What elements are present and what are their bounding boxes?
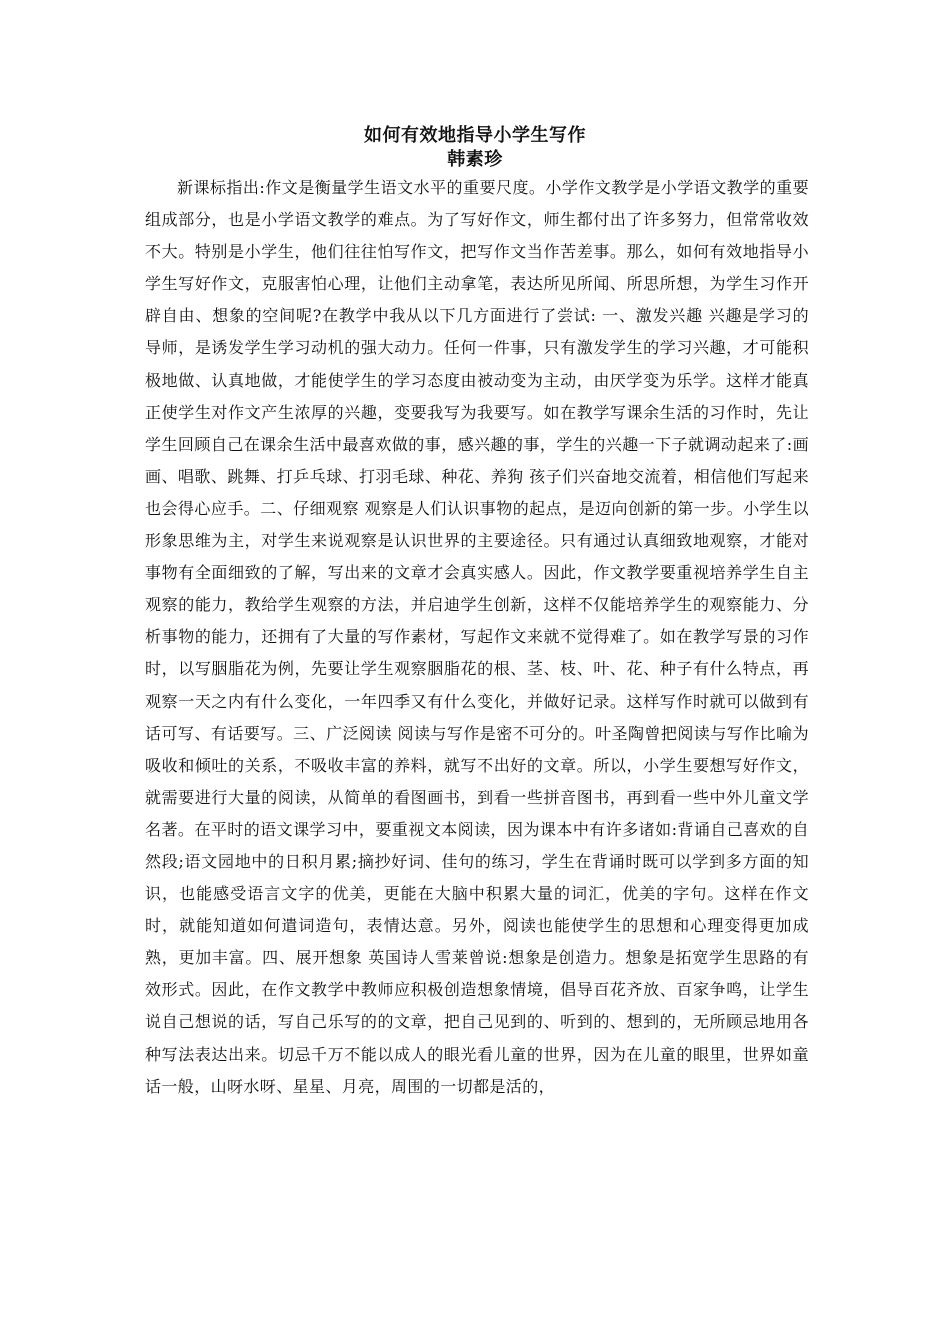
document-title: 如何有效地指导小学生写作 [364, 125, 586, 146]
document-author: 韩素珍 [447, 149, 503, 170]
body-paragraph: 新课标指出:作文是衡量学生语文水平的重要尺度。小学作文教学是小学语文教学的重要组成部分，也是小学语文教学的难点。为了写好作文，师生都付出了许多努力，但常常收效不大。特别是小学生，他们往往怕写作文，把写作文当作苦差事。那么，如何有效地指导小学生写好作文，克服害怕心理，让他们主动拿笔，表达所见所闻、所思所想，为学生习作开辟自由、想象的空间呢?在教学中我从以下几方面进行了尝试: 一、激发兴趣 兴趣是学习的导师，是诱发学生学习动机的强大动力。任何一件事，只有激发学生的学习兴趣，才可能积极地做、认真地做，才能使学生的学习态度由被动变为主动，由厌学变为乐学。这样才能真正使学生对作文产生浓厚的兴趣，变要我写为我要写。如在教学写课余生活的习作时，先让学生回顾自己在课余生活中最喜欢做的事，感兴趣的事，学生的兴趣一下子就调动起来了:画画、唱歌、跳舞、打乒乓球、打羽毛球、种花、养狗 孩子们兴奋地交流着，相信他们写起来也会得心应手。二、仔细观察 观察是人们认识事物的起点，是迈向创新的第一步。小学生以形象思维为主，对学生来说观察是认识世界的主要途径。只有通过认真细致地观察，才能对事物有全面细致的了解，写出来的文章才会真实感人。因此，作文教学要重视培养学生自主观察的能力，教给学生观察的方法，并启迪学生创新，这样不仅能培养学生的观察能力、分析事物的能力，还拥有了大量的写作素材，写起作文来就不觉得难了。如在教学写景的习作时，以写胭脂花为例，先要让学生观察胭脂花的根、茎、枝、叶、花、种子有什么特点，再观察一天之内有什么变化，一年四季又有什么变化，并做好记录。这样写作时就可以做到有话可写、有话要写。三、广泛阅读 阅读与写作是密不可分的。叶圣陶曾把阅读与写作比喻为吸收和倾吐的关系，不吸收丰富的养料，就写不出好的文章。所以，小学生要想写好作文，就需要进行大量的阅读，从简单的看图画书，到看一些拼音图书，再到看一些中外儿童文学名著。在平时的语文课学习中，要重视文本阅读，因为课本中有许多诸如:背诵自己喜欢的自然段;语文园地中的日积月累;摘抄好词、佳句的练习，学生在背诵时既可以学到多方面的知识，也能感受语言文字的优美，更能在大脑中积累大量的词汇，优美的字句。这样在作文时，就能知道如何遣词造句，表情达意。另外，阅读也能使学生的思想和心理变得更加成熟，更加丰富。四、展开想象 英国诗人雪莱曾说:想象是创造力。想象是拓宽学生思路的有效形式。因此，在作文教学中教师应积极创造想象情境，倡导百花齐放、百家争鸣，让学生说自己想说的话，写自己乐写的的文章，把自己见到的、听到的、想到的，无所顾忌地用各种写法表达出来。切忌千万不能以成人的眼光看儿童的世界，因为在儿童的眼里，世界如童话一般，山呀水呀、星星、月亮，周围的一切都是活的， [145, 178, 809, 1096]
document-body [145, 172, 809, 1103]
